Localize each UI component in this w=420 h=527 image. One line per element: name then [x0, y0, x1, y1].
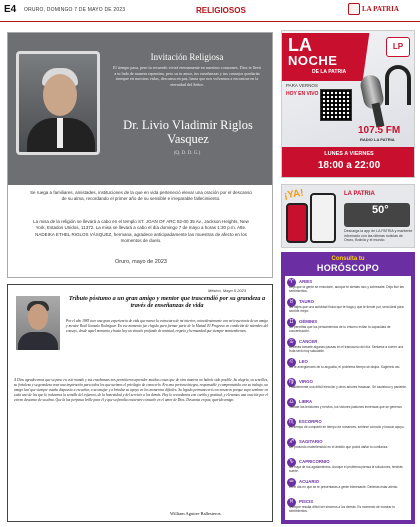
obituary-banner [8, 33, 272, 185]
app-download-ad[interactable] [281, 184, 415, 248]
pisces-icon: ♓ [287, 498, 296, 507]
tribute-article [7, 284, 273, 522]
horoscope-list [285, 276, 411, 520]
ad-title-noche: NOCHE [288, 53, 338, 68]
ad-title-patria: DE LA PATRIA [312, 69, 347, 75]
leo-icon: ♌ [287, 358, 296, 367]
page-header [0, 0, 420, 22]
show-hours: 18:00 a 22:00 [317, 160, 381, 171]
obituary-place-date: Oruro, mayo de 2023 [115, 259, 167, 265]
lp-logo: LP [386, 37, 410, 57]
taurus-icon: ♉ [287, 298, 296, 307]
sign-text: Deberás tomarte algunas pausas en el transcurso del día. Sentarse a comer una fruta será muy saludable. [289, 344, 404, 353]
sign-name: SAGITARIO [299, 439, 323, 444]
sign-text: Posiblemente una difícil elección y otros amores fracasan. Se cauteloso y paciente. [289, 384, 407, 389]
horoscope-sign [287, 378, 409, 396]
horoscope-sign [287, 458, 409, 476]
app-description: Descarga la app de LA PATRIA y mantente informado con las últimas noticias de Oruro, Bolivia y el mundo. [344, 229, 413, 243]
sign-name: ACUARIO [299, 479, 320, 484]
horoscope-sign [287, 358, 409, 376]
radio-name: RADIO LA PATRIA [360, 137, 395, 142]
horoscope-sign [287, 438, 409, 456]
horoscope-sign [287, 338, 409, 356]
tribute-body-intro: Por el año 1985 tuve una gran experiencia de vida que marco la estructura de mi interior, coincidentemente con mi trayectoria de un amigo y mentor Raúl Gonzalo Rodríguez. En ese momento fue elegido para formar parte de la Mutual El Progreso en condición de miembro del consejo, desde aquel momento y hasta hoy un vínculo profundo de amistad, respeto y hermandad que siempre mantendremos. [66, 319, 268, 334]
sign-name: TAURO [299, 299, 314, 304]
horoscope-sign [287, 318, 409, 336]
aquarius-icon: ♒ [287, 478, 296, 487]
horoscope-sign [287, 298, 409, 316]
smartphone-icon [286, 203, 308, 243]
sign-text: Siempre resulta difícil ser sinceros a los demás. Es momento de mostrar tu sentimientos. [289, 504, 395, 513]
ad-title-la: LA [288, 35, 312, 55]
header-date: ORURO, DOMINGO 7 DE MAYO DE 2023 [24, 7, 126, 13]
obituary-card [7, 32, 273, 278]
libra-icon: ♎ [287, 398, 296, 407]
watch-label: PARA VERNOS [286, 83, 318, 88]
deceased-initials: (Q. D. D. G.) [173, 151, 201, 156]
obituary-mass-details: La misa de la religión se llevará a cabo en el templo ST. JOAN OF ARC 82-00 35 Av., Jackson Heights, New York, Estados Unidos, 11372. La misa se llevará a cabo el día domingo 7 de mayo a horas 1:30 p.m. Atte. NADEIKA ETHEL RIGLOS VÁSQUEZ, hermana, agradece anticipadamente las muestras de afecto en los momentos de duelo. [33, 219, 249, 243]
tribute-date: México, Mayo 5 2023 [208, 288, 247, 293]
sign-name: GÉMINIS [299, 319, 318, 324]
deceased-name: Dr. Livio Vladimir Riglos Vasquez [123, 118, 253, 146]
sign-text: Es el día en que se te presentarás a gente interesante. Deberás estar atento. [289, 484, 399, 489]
radio-frequency: 107.5 FM [358, 125, 401, 136]
sign-name: CAPRICORNIO [299, 459, 330, 464]
sign-text: No dejes que una actividad física que te haga y que te tiende por, será ideal para sentirte mejor. [289, 304, 404, 313]
weather-temperature: 50° [372, 204, 389, 216]
headphones-icon [385, 65, 411, 105]
horoscope-sign [287, 398, 409, 416]
horoscope-kicker: Consulta tu [331, 256, 365, 262]
obituary-prayer: El tiempo pasa, pero tu recuerdo vivirá eternamente en nuestros corazones. Dios te llevó a tu lado de manera repentina, pero su tu amor, tus enseñanzas y tus consejos quedarán siempre en nuestras vidas, descansa en paz, hasta que nos volvamos a encontrar en la eternidad del Señor. [112, 65, 262, 88]
horoscope-panel [281, 252, 415, 524]
tribute-title: Tributo póstumo a un gran amigo y mentor que trascendió por su grandeza a través de enseñanzas de vida [68, 295, 266, 310]
obituary-title: Invitación Religiosa [150, 52, 224, 62]
section-title: RELIGIOSOS [196, 6, 246, 15]
horoscope-sign [287, 498, 409, 516]
obituary-invitation: Se ruega a familiares, amistades, instituciones de la que en vida perteneció elevar una oración por el descanso de su alma, recordando el primer año de su sensible e irreparable fallecimiento. [30, 190, 252, 202]
sign-name: LIBRA [299, 399, 313, 404]
live-label: HOY EN VIVO [286, 91, 319, 97]
tribute-body: A Dios agradecemos que su paso en este mundo y sus enseñanzas nos permitieron aprender muchas cosas que de otra manera no habría sido posible. Su alegría, su sencillez, su fortaleza y su grandeza eran una inspiración para todos los que tuvimos el privilegio de conocerlo. Era una persona íntegra, responsable y comprometida con su trabajo, un amigo leal que siempre estaba dispuesto a escuchar, a aconsejar y a brindar su apoyo en los momentos difíciles. Su legado permanecerá con nosotros porque supo sembrar en cada uno de los que lo rodeamos la semilla del esfuerzo, de la honestidad y del servicio a los demás. Hoy lo recordamos con cariño y gratitud, y elevamos una oración por el eterno descanso de su alma. Que la luz perpetua brille para él y que su familia encuentre consuelo en el amor de Dios. Descansa en paz, querido amigo. [14, 378, 268, 403]
horoscope-sign [287, 478, 409, 496]
horoscope-sign [287, 278, 409, 296]
capricorn-icon: ♑ [287, 458, 296, 467]
smartphone-icon [310, 193, 336, 243]
sign-name: LEO [299, 359, 308, 364]
page-number: E4 [4, 4, 17, 15]
sign-text: Un profundo malentendido en el ámbito que podrá dañar tu confianza. [289, 444, 389, 449]
brand-logo: LA PATRIA [362, 5, 399, 13]
app-logo: LA PATRIA [344, 191, 375, 197]
sign-text: Es tiempo de compartir en tiempo de romances, sentirse cómodo y buscar apoyo. [289, 424, 405, 429]
scorpio-icon: ♏ [287, 418, 296, 427]
radio-show-ad[interactable] [281, 30, 415, 178]
sign-text: Deja que la gente se emocione, aunque te sientas raro y sobresalte. Deja fluir las sentimientos. [289, 284, 404, 293]
show-days: LUNES A VIERNES [324, 151, 374, 157]
sign-text: No permitas que los pensamientos de tu entorno evitan tu capacidad de concentración. [289, 324, 391, 333]
sign-text: Tomate las tensiones y nervios, los victores pasiones inmensas que se generan. [289, 404, 403, 409]
sign-name: CÁNCER [299, 339, 318, 344]
sagittarius-icon: ♐ [287, 438, 296, 447]
sign-text: No huya de tus agotamientos. Aunque el problema piensa la soluciones, tendrás suerte. [289, 464, 403, 473]
qr-code-icon[interactable] [320, 89, 352, 121]
cancer-icon: ♋ [287, 338, 296, 347]
sign-name: PISCIS [299, 499, 314, 504]
deceased-portrait [16, 51, 100, 155]
virgo-icon: ♍ [287, 378, 296, 387]
newspaper-seal-icon [348, 3, 360, 15]
tribute-portrait [16, 296, 60, 350]
sign-name: ARIES [299, 279, 313, 284]
sign-text: No te avergüences de tu angustia, el problema tiempo se disipa. Sugiérelo así. [289, 364, 401, 369]
sign-name: ESCORPIO [299, 419, 322, 424]
horoscope-title: HORÓSCOPO [316, 263, 380, 273]
horoscope-sign [287, 418, 409, 436]
ad-headline: ¡YA! [283, 187, 305, 202]
sign-name: VIRGO [299, 379, 313, 384]
tribute-signature: William Aguirre Ballesteros. [170, 511, 222, 516]
aries-icon: ♈ [287, 278, 296, 287]
gemini-icon: ♊ [287, 318, 296, 327]
